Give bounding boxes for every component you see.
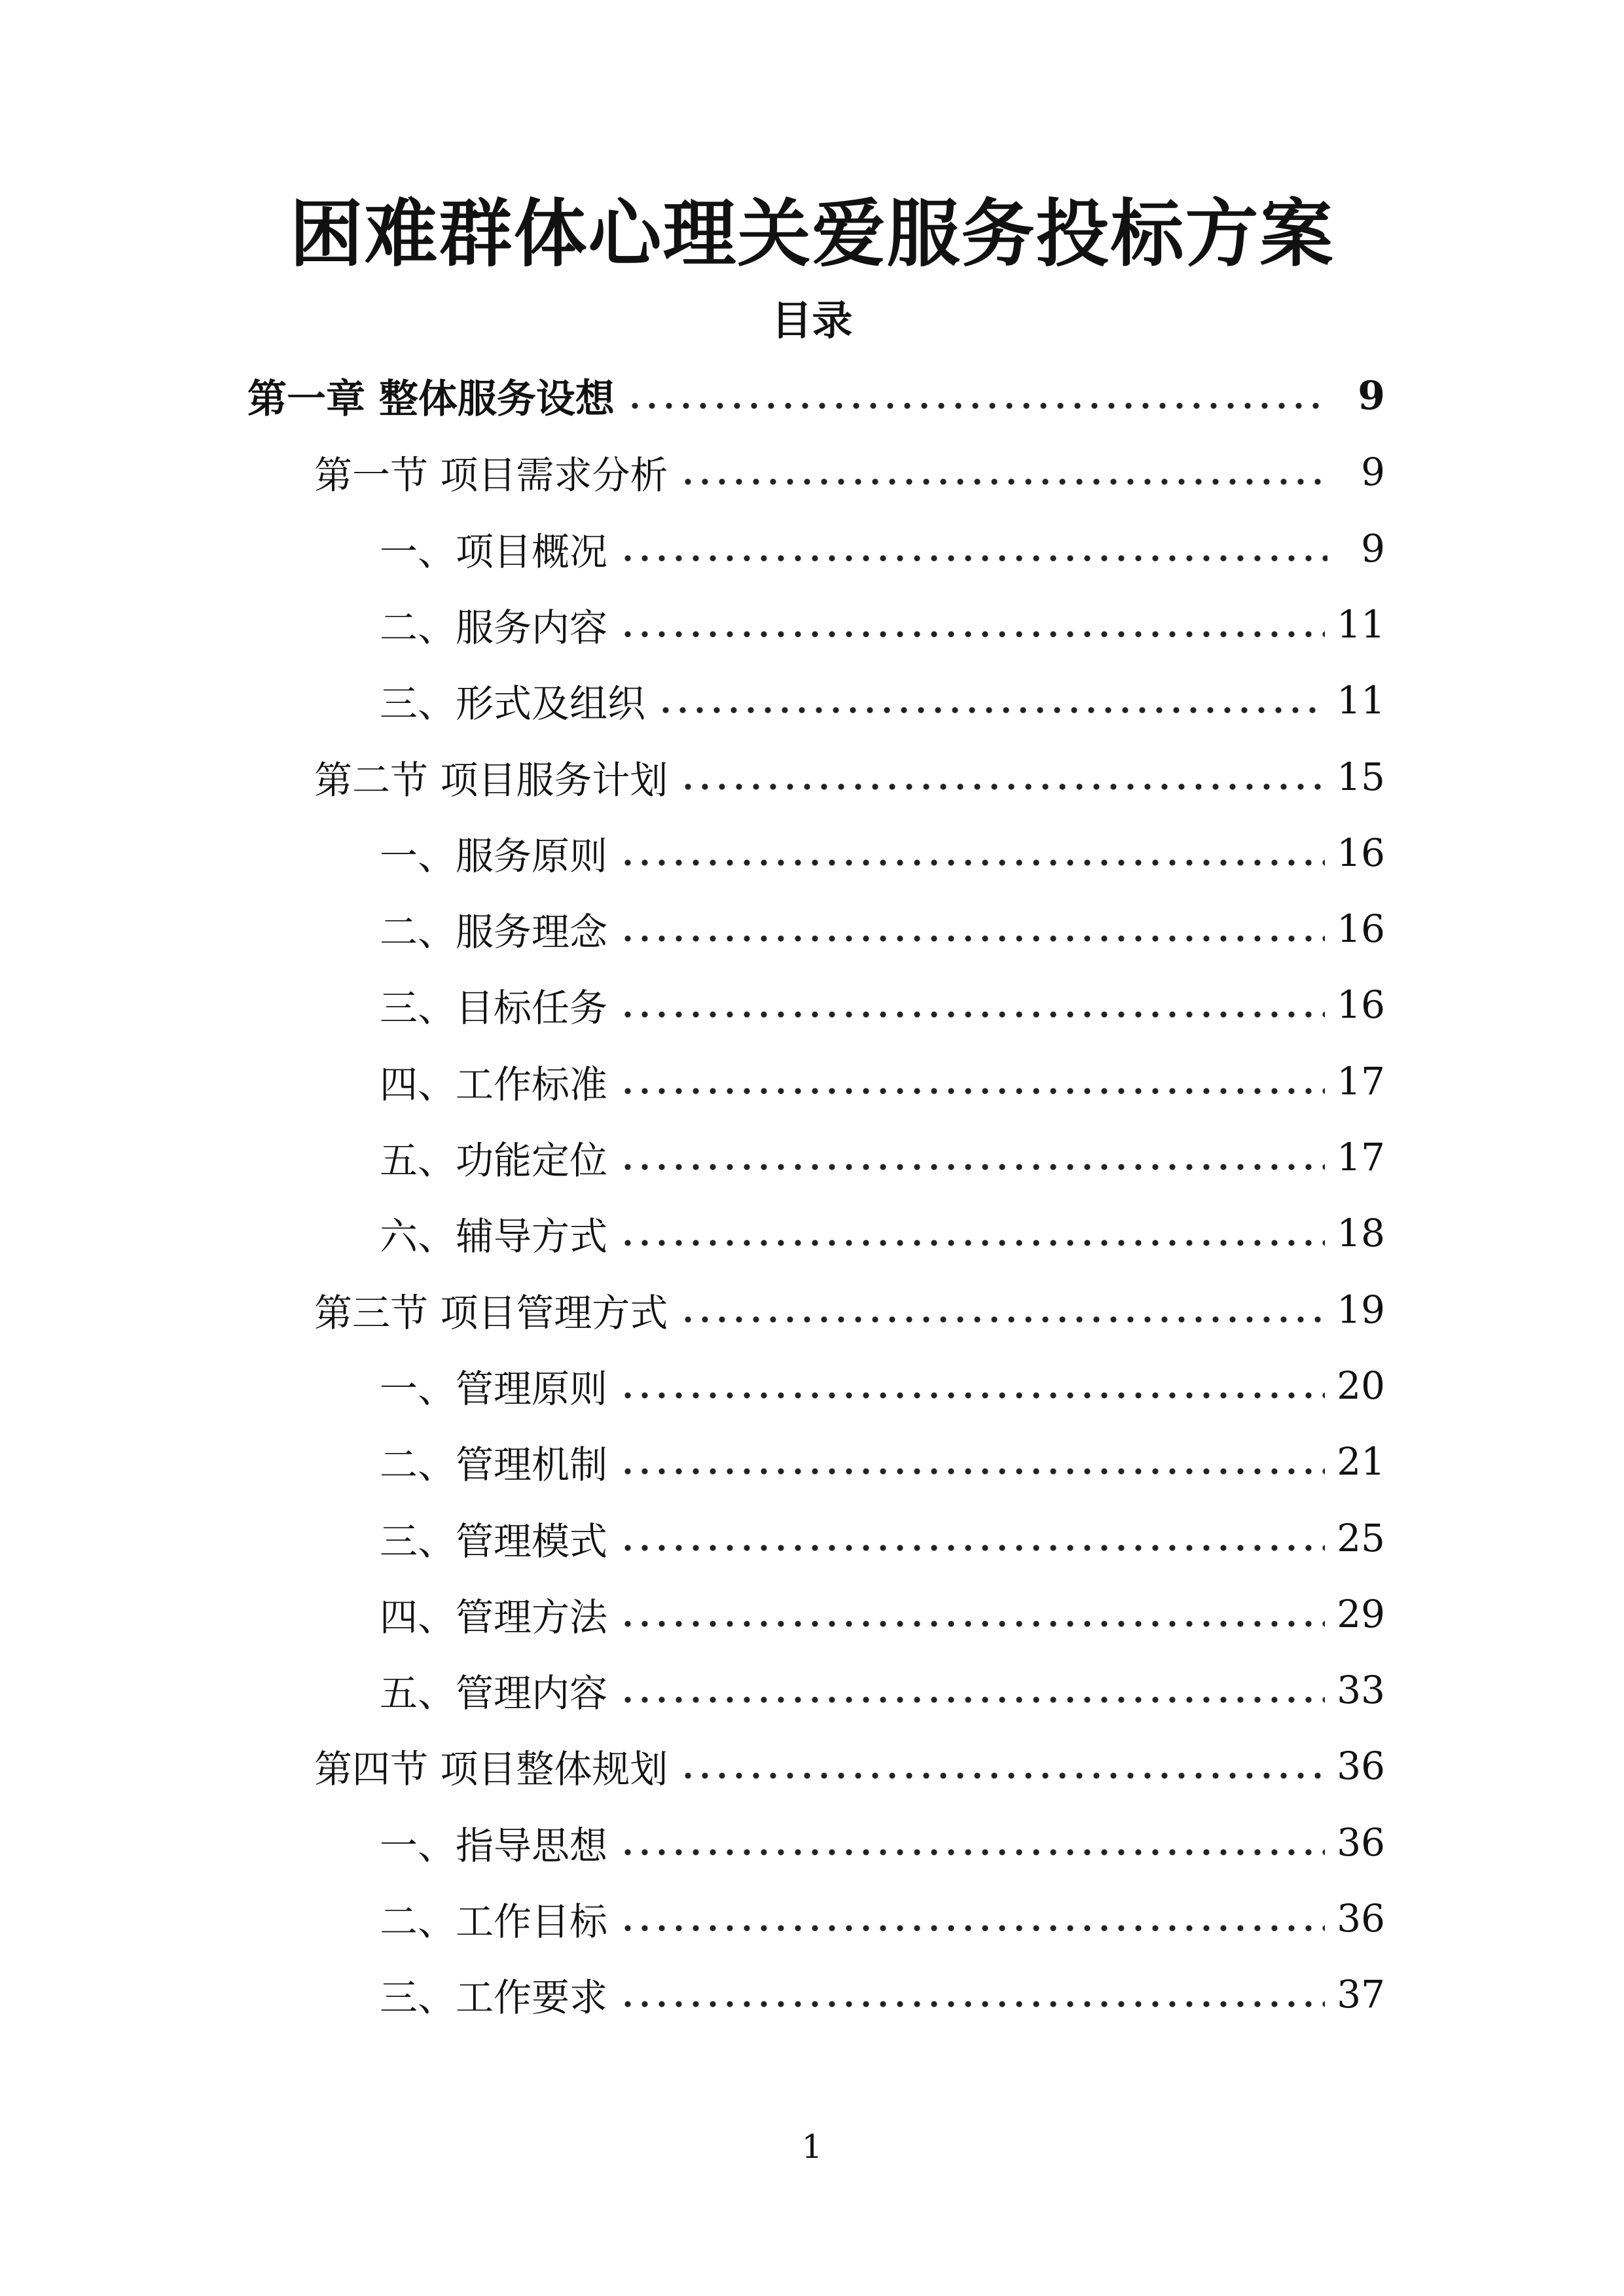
toc-entry[interactable] [380,516,1385,581]
toc-entry-label: 三、工作要求 [380,1975,608,2020]
toc-entry-label: 五、管理内容 [380,1671,608,1715]
toc-dot-leader [679,478,1327,486]
toc-entry[interactable] [380,896,1385,961]
toc-entry[interactable] [380,1505,1385,1571]
toc-dot-leader [619,1848,1325,1856]
toc-entry-page-number: 18 [1337,1211,1385,1255]
toc-entry-label: 一、服务原则 [380,834,608,878]
toc-entry[interactable] [380,668,1385,733]
toc-entry[interactable] [380,1200,1385,1266]
toc-entry[interactable] [380,1049,1385,1114]
toc-entry-label: 四、工作标准 [380,1062,608,1107]
toc-entry-label: 第一章 整体服务设想 [247,376,615,422]
toc-dot-leader [626,402,1327,410]
toc-entry[interactable] [380,1962,1385,2027]
toc-dot-leader [619,1467,1325,1475]
toc-entry[interactable] [314,439,1385,505]
toc-entry-page-number: 36 [1337,1820,1385,1865]
toc-entry-label: 二、服务内容 [380,605,608,650]
toc-heading: 目录 [771,296,853,344]
toc-dot-leader [679,783,1325,791]
toc-entry-page-number: 15 [1337,755,1385,799]
toc-dot-leader [619,1087,1325,1095]
toc-dot-leader [657,706,1325,714]
toc-entry[interactable] [314,1277,1385,1342]
toc-entry-label: 二、服务理念 [380,910,608,954]
document-title: 困难群体心理关爱服务投标方案 [289,192,1335,277]
toc-entry-page-number: 25 [1337,1516,1385,1560]
toc-dot-leader [619,859,1325,867]
toc-entry[interactable] [380,1657,1385,1723]
toc-entry-label: 第二节 项目服务计划 [314,758,668,802]
toc-dot-leader [679,1772,1325,1780]
toc-dot-leader [619,1163,1325,1171]
toc-dot-leader [619,1696,1325,1704]
toc-entry-label: 第三节 项目管理方式 [314,1291,668,1335]
toc-dot-leader [619,1011,1325,1018]
toc-entry-page-number: 9 [1361,450,1385,494]
toc-entry-page-number: 9 [1361,526,1385,571]
toc-entry-page-number: 17 [1337,1059,1385,1103]
toc-entry-label: 一、指导思想 [380,1823,608,1868]
toc-entry-label: 二、工作目标 [380,1899,608,1944]
toc-entry-page-number: 16 [1337,982,1385,1027]
toc-dot-leader [619,1239,1325,1247]
toc-entry-page-number: 37 [1337,1972,1385,2017]
toc-dot-leader [619,630,1325,638]
toc-entry[interactable] [380,592,1385,657]
toc-dot-leader [619,554,1327,562]
toc-entry-page-number: 36 [1337,1744,1385,1788]
toc-dot-leader [619,2000,1325,2008]
toc-entry[interactable] [380,1124,1385,1190]
toc-entry[interactable] [380,1810,1385,1875]
toc-dot-leader [619,935,1325,942]
toc-entry-page-number: 33 [1337,1668,1385,1712]
toc-entry-page-number: 11 [1337,678,1385,723]
toc-entry[interactable] [380,1581,1385,1647]
toc-entry[interactable] [314,1733,1385,1799]
toc-entry-label: 三、形式及组织 [380,681,646,726]
toc-entry-page-number: 21 [1337,1439,1385,1484]
toc-entry-page-number: 20 [1337,1363,1385,1408]
page-number: 1 [801,2128,823,2166]
toc-entry-label: 一、管理原则 [380,1367,608,1411]
toc-entry-page-number: 16 [1337,906,1385,951]
toc-entry-page-number: 9 [1358,373,1385,419]
toc-entry[interactable] [380,1886,1385,1951]
toc-entry[interactable] [380,1353,1385,1418]
toc-entry[interactable] [247,363,1385,429]
toc-entry[interactable] [380,1429,1385,1494]
toc-entry-label: 六、辅导方式 [380,1214,608,1259]
toc-entry-page-number: 19 [1337,1287,1385,1332]
toc-entry-label: 二、管理机制 [380,1443,608,1487]
toc-entry[interactable] [380,972,1385,1037]
toc-entry-label: 第四节 项目整体规划 [314,1747,668,1791]
toc-entry-page-number: 17 [1337,1135,1385,1179]
toc-dot-leader [619,1620,1325,1628]
toc-entry-label: 一、项目概况 [380,529,608,574]
toc-dot-leader [679,1316,1325,1323]
toc-entry[interactable] [314,744,1385,810]
toc-entry-label: 第一节 项目需求分析 [314,453,668,497]
toc-entry-label: 五、功能定位 [380,1138,608,1183]
toc-dot-leader [619,1924,1325,1932]
toc-entry-page-number: 11 [1337,602,1385,647]
toc-entry-label: 四、管理方法 [380,1595,608,1640]
toc-entry-page-number: 36 [1337,1896,1385,1941]
toc-dot-leader [619,1391,1325,1399]
toc-entry-label: 三、管理模式 [380,1519,608,1564]
toc-dot-leader [619,1544,1325,1552]
toc-entry-page-number: 16 [1337,831,1385,875]
toc-entry-page-number: 29 [1337,1592,1385,1636]
toc-entry[interactable] [380,820,1385,886]
toc-entry-label: 三、目标任务 [380,986,608,1030]
